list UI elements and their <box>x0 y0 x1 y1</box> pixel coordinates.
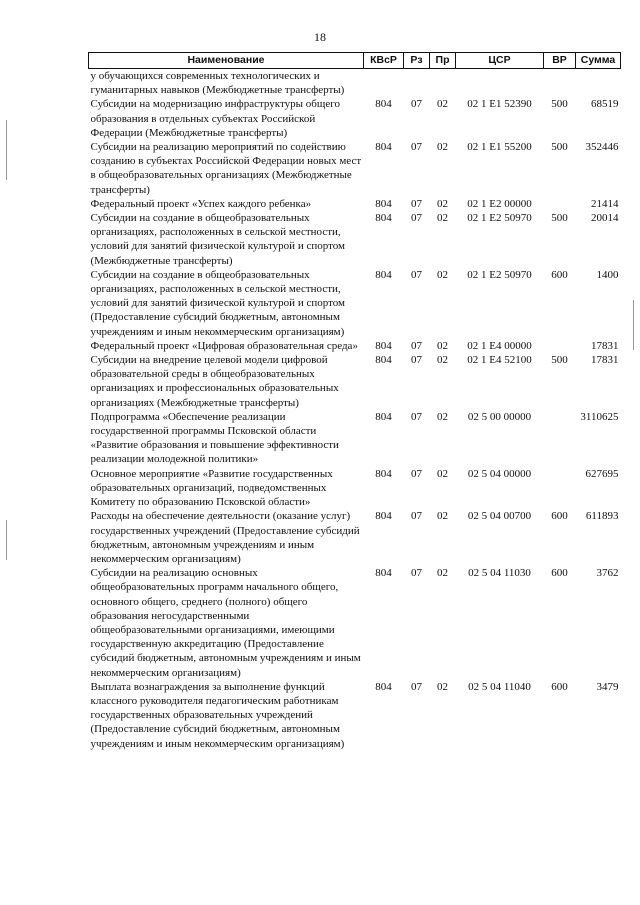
header-name: Наименование <box>89 53 364 69</box>
table-row <box>89 268 621 339</box>
row-sum: 20014 <box>591 212 619 225</box>
row-rz: 07 <box>411 268 422 281</box>
row-sum: 17831 <box>591 339 619 352</box>
row-vr: 500 <box>551 354 568 367</box>
row-kvsr: 804 <box>375 339 392 352</box>
row-rz: 07 <box>411 339 422 352</box>
row-sum: 3762 <box>596 567 619 580</box>
row-vr: 500 <box>551 212 568 225</box>
row-csr <box>456 69 544 98</box>
row-rz: 07 <box>411 354 422 367</box>
row-rz: 07 <box>411 680 422 693</box>
scan-edge-mark <box>6 120 7 180</box>
row-kvsr: 804 <box>375 680 392 693</box>
row-name: Основное мероприятие «Развитие государственных образовательных организаций, подведомственных Комитету по образованию Псковской области» <box>90 467 333 509</box>
row-vr <box>544 69 576 98</box>
row-rz: 07 <box>411 212 422 225</box>
row-kvsr <box>364 69 404 98</box>
row-pr: 02 <box>437 197 448 210</box>
row-csr: 02 1 E2 50970 <box>467 268 532 281</box>
row-vr: 600 <box>551 268 568 281</box>
row-rz: 07 <box>411 410 422 423</box>
row-csr: 02 5 04 00000 <box>467 467 532 480</box>
row-csr: 02 1 E1 55200 <box>467 141 532 154</box>
row-rz: 07 <box>411 567 422 580</box>
row-vr <box>544 339 576 353</box>
row-pr: 02 <box>437 268 448 281</box>
row-sum: 611893 <box>585 510 619 523</box>
row-csr: 02 1 E1 52390 <box>467 98 532 111</box>
row-kvsr: 804 <box>375 98 392 111</box>
row-name: Федеральный проект «Цифровая образовательная среда» <box>90 339 358 352</box>
row-vr: 600 <box>551 567 568 580</box>
row-rz: 07 <box>411 98 422 111</box>
row-csr: 02 1 E4 00000 <box>467 339 532 352</box>
row-csr: 02 1 E2 50970 <box>467 212 532 225</box>
table-row <box>89 410 621 467</box>
row-csr: 02 1 E2 00000 <box>467 197 532 210</box>
row-name: Федеральный проект «Успех каждого ребенка» <box>90 197 312 210</box>
header-pr: Пр <box>430 53 456 69</box>
header-rz: Рз <box>404 53 430 69</box>
row-csr: 02 5 00 00000 <box>467 410 532 423</box>
page-number: 18 <box>314 30 326 44</box>
row-name: у обучающихся современных технологических и гуманитарных навыков (Межбюджетные трансферты) <box>90 70 345 97</box>
row-vr: 500 <box>551 141 568 154</box>
row-name: Субсидии на внедрение целевой модели цифровой образовательной среды в общеобразовательных организациях и профессиональных образовательных организациях (Межбюджетные трансферты) <box>90 354 339 409</box>
table-row <box>89 140 621 197</box>
row-rz: 07 <box>411 197 422 210</box>
row-sum: 17831 <box>591 354 619 367</box>
row-pr: 02 <box>437 141 448 154</box>
row-pr: 02 <box>437 354 448 367</box>
row-name: Субсидии на создание в общеобразовательных организациях, расположенных в сельской местности, условий для занятий физической культурой и спортом (Предоставление субсидий бюджетным, автономным учреждениям и иным некоммерческим организациям) <box>90 268 345 338</box>
row-rz: 07 <box>411 510 422 523</box>
header-vr: ВР <box>544 53 576 69</box>
table-row <box>89 467 621 510</box>
row-pr: 02 <box>437 339 448 352</box>
row-sum: 3479 <box>596 680 619 693</box>
budget-table <box>88 52 621 751</box>
table-row <box>89 353 621 410</box>
table-row <box>89 680 621 751</box>
row-csr: 02 1 E4 52100 <box>467 354 532 367</box>
row-vr: 600 <box>551 510 568 523</box>
row-sum: 3110625 <box>580 410 619 423</box>
row-name: Субсидии на создание в общеобразовательных организациях, расположенных в сельской местности, условий для занятий физической культурой и спортом (Межбюджетные трансферты) <box>90 212 345 267</box>
row-vr <box>544 410 576 467</box>
row-kvsr: 804 <box>375 197 392 210</box>
row-sum: 627695 <box>585 467 619 480</box>
row-rz <box>404 69 430 98</box>
row-pr: 02 <box>437 212 448 225</box>
row-name: Субсидии на реализацию мероприятий по содействию созданию в субъектах Российской Федерации новых мест в общеобразовательных организациях (Межбюджетные трансферты) <box>90 141 362 196</box>
table-row <box>89 566 621 680</box>
header-csr: ЦСР <box>456 53 544 69</box>
row-pr: 02 <box>437 567 448 580</box>
row-pr: 02 <box>437 467 448 480</box>
row-kvsr: 804 <box>375 567 392 580</box>
row-pr: 02 <box>437 680 448 693</box>
header-sum: Сумма <box>576 53 621 69</box>
row-pr: 02 <box>437 510 448 523</box>
row-kvsr: 804 <box>375 410 392 423</box>
row-kvsr: 804 <box>375 467 392 480</box>
header-kvsr: КВсР <box>364 53 404 69</box>
row-sum: 68519 <box>591 98 619 111</box>
row-name: Расходы на обеспечение деятельности (оказание услуг) государственных учреждений (Предоставление субсидий бюджетным, автономным учреждениям и иным некоммерческим организациям) <box>90 510 360 565</box>
row-kvsr: 804 <box>375 268 392 281</box>
row-name: Подпрограмма «Обеспечение реализации государственной программы Псковской области «Развитие образования и повышение эффективности реализации молодежной политики» <box>90 410 339 466</box>
scan-edge-mark <box>633 300 634 350</box>
row-pr <box>430 69 456 98</box>
row-csr: 02 5 04 11030 <box>468 567 531 580</box>
scan-edge-mark <box>6 520 7 560</box>
row-rz: 07 <box>411 141 422 154</box>
row-pr: 02 <box>437 98 448 111</box>
row-kvsr: 804 <box>375 141 392 154</box>
row-sum <box>576 69 621 98</box>
row-name: Субсидии на модернизацию инфраструктуры общего образования в отдельных субъектах Российской Федерации (Межбюджетные трансферты) <box>90 98 340 139</box>
row-vr <box>544 197 576 211</box>
table-row <box>89 509 621 566</box>
row-kvsr: 804 <box>375 510 392 523</box>
row-vr: 600 <box>551 680 568 693</box>
table-row <box>89 69 621 98</box>
table-row <box>89 339 621 353</box>
row-vr <box>544 467 576 510</box>
row-pr: 02 <box>437 410 448 423</box>
row-csr: 02 5 04 11040 <box>468 680 531 693</box>
table-header-row <box>89 53 621 69</box>
row-kvsr: 804 <box>375 354 392 367</box>
row-csr: 02 5 04 00700 <box>467 510 532 523</box>
row-sum: 21414 <box>591 197 619 210</box>
row-name: Субсидии на реализацию основных общеобразовательных программ начального общего, основного общего, среднего (полного) общего образования негосударственными общеобразовательными организациями, имеющими государственную аккредитацию (Предоставление субсидий бюджетным, автономным учреждениям и иным некоммерческим организациям) <box>90 567 361 679</box>
row-kvsr: 804 <box>375 212 392 225</box>
row-name: Выплата вознаграждения за выполнение функций классного руководителя педагогическим работникам государственных образовательных учреждений (Предоставление субсидий бюджетным, автономным учреждениям и иным некоммерческим организациям) <box>90 680 345 750</box>
row-sum: 1400 <box>596 268 619 281</box>
table-row <box>89 197 621 211</box>
table-row <box>89 211 621 268</box>
table-row <box>89 97 621 140</box>
row-sum: 352446 <box>585 141 619 154</box>
row-vr: 500 <box>551 98 568 111</box>
row-rz: 07 <box>411 467 422 480</box>
